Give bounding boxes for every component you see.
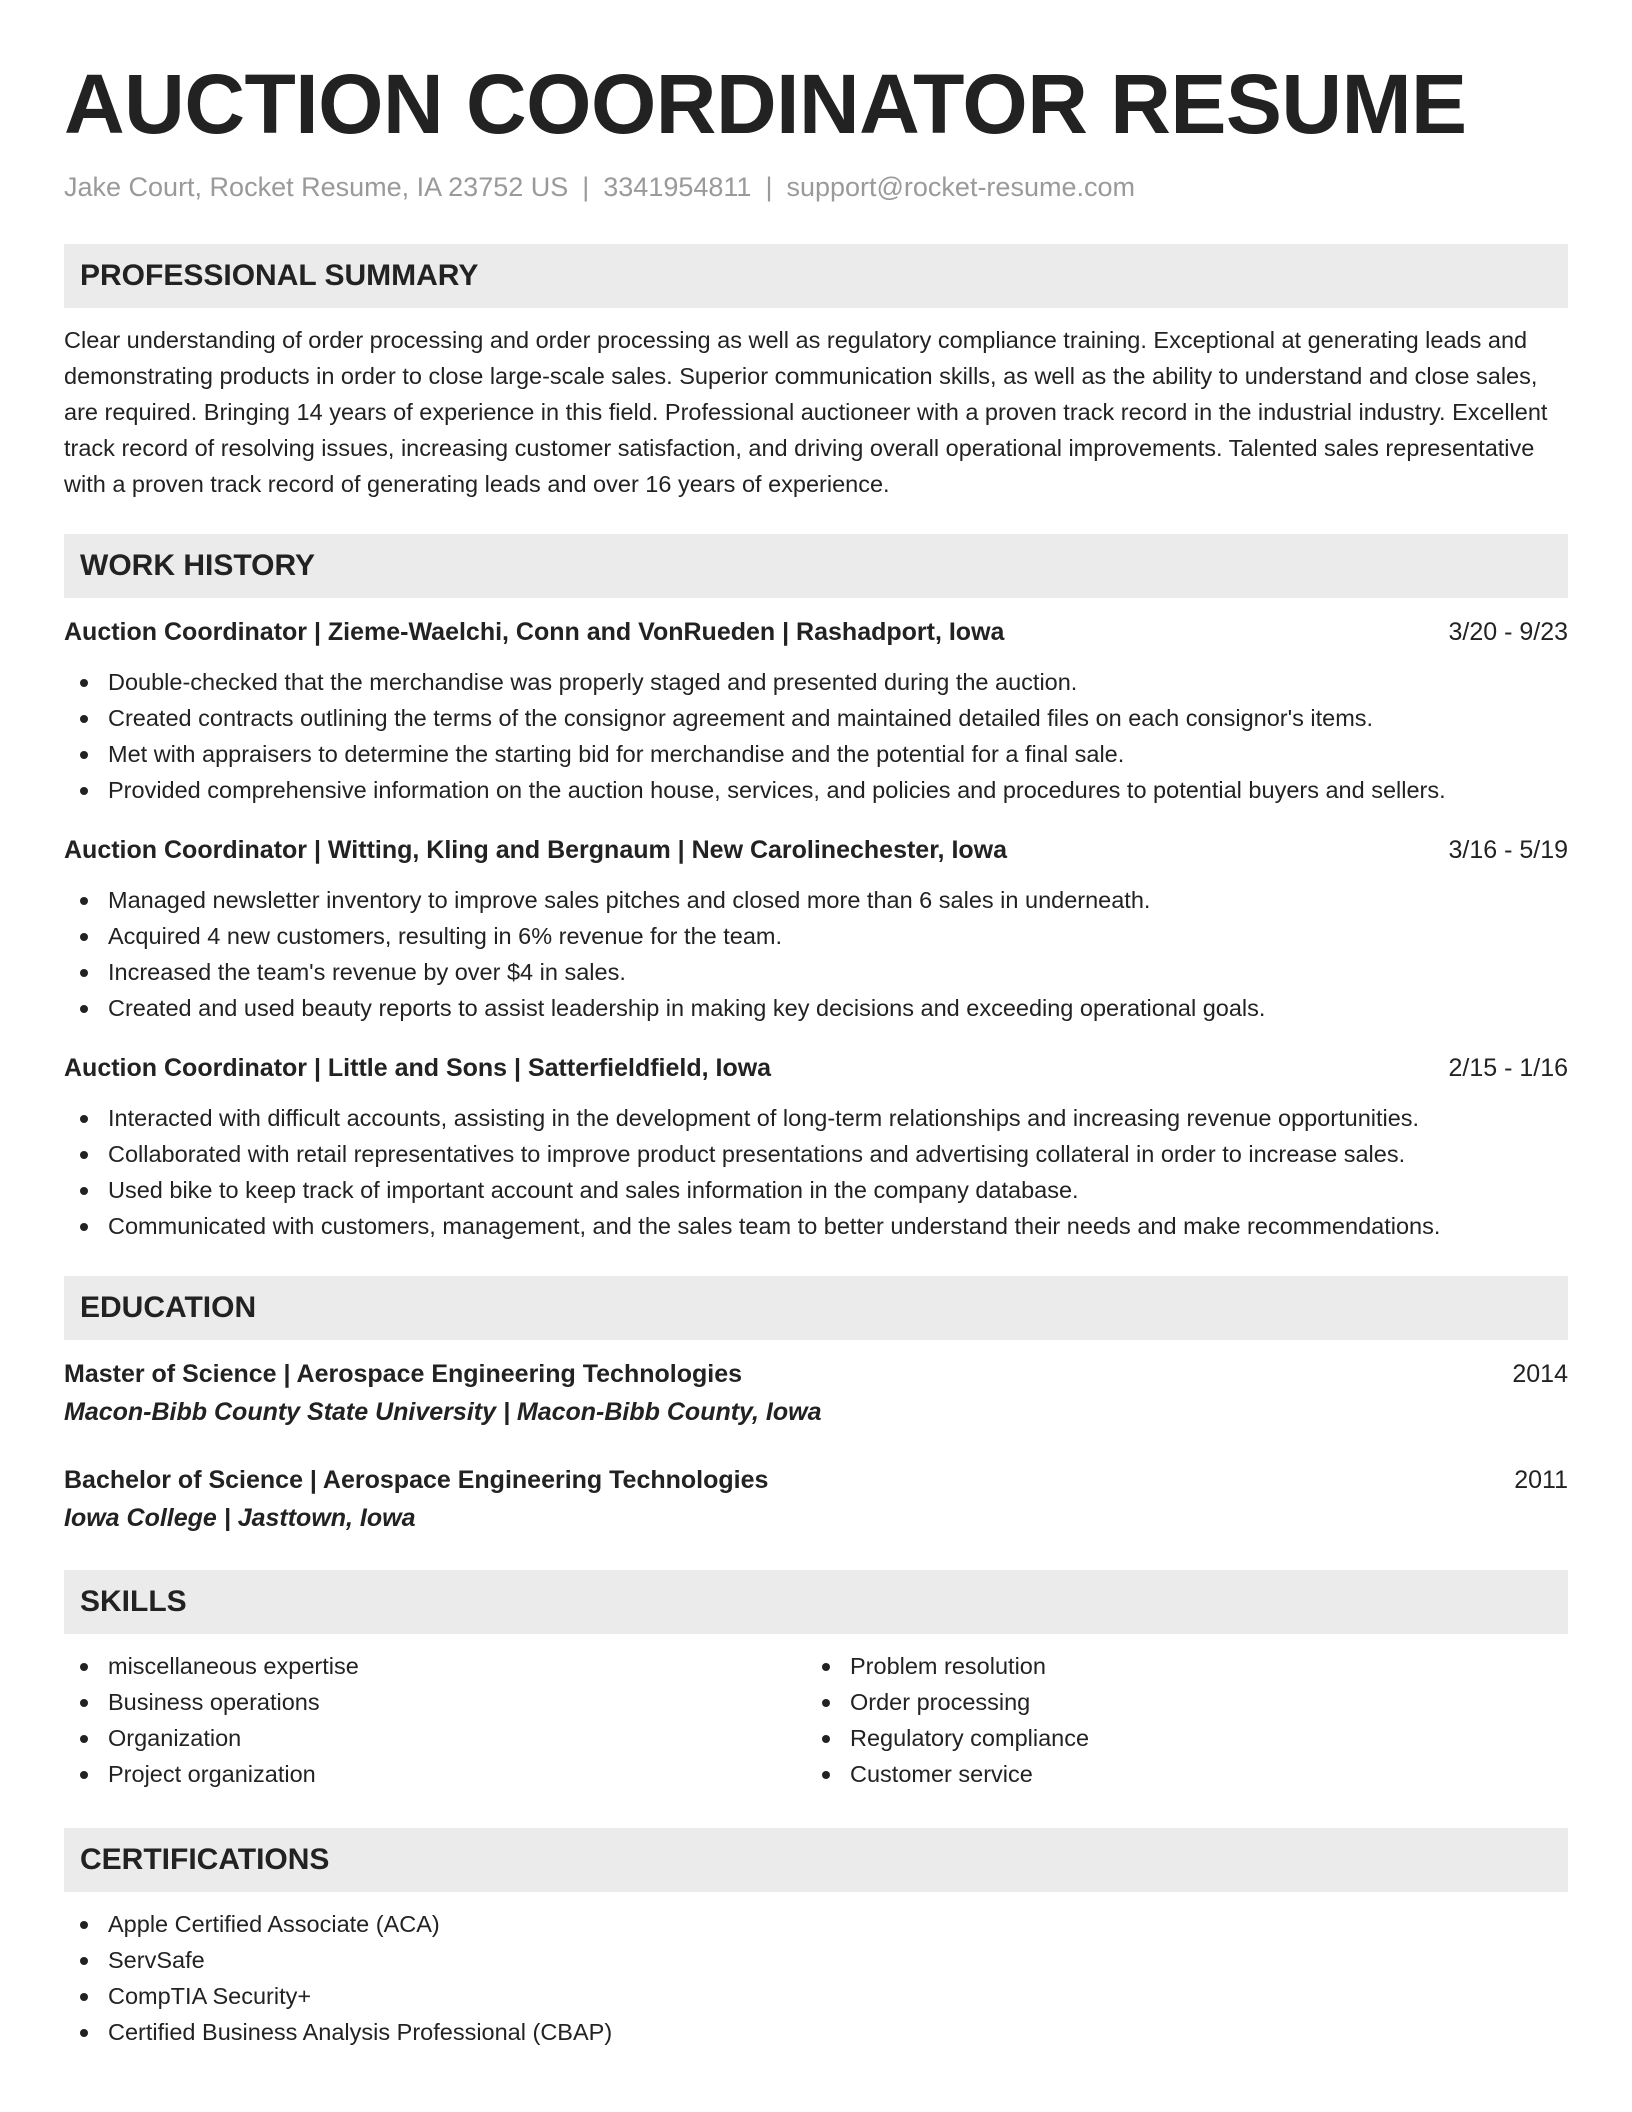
job-title: Auction Coordinator | Zieme-Waelchi, Conn and VonRueden | Rashadport, Iowa bbox=[64, 618, 1005, 646]
list-item: miscellaneous expertise bbox=[64, 1648, 806, 1684]
skills-column-left bbox=[64, 1648, 806, 1792]
contact-phone: 3341954811 bbox=[603, 172, 752, 202]
education-year: 2011 bbox=[1514, 1466, 1568, 1494]
job-title: Auction Coordinator | Little and Sons | Satterfieldfield, Iowa bbox=[64, 1054, 772, 1082]
list-item: Created and used beauty reports to assist leadership in making key decisions and exceeding operational goals. bbox=[64, 990, 1568, 1026]
list-item: Project organization bbox=[64, 1756, 806, 1792]
contact-address: Jake Court, Rocket Resume, IA 23752 US bbox=[64, 172, 569, 202]
list-item: Acquired 4 new customers, resulting in 6% revenue for the team. bbox=[64, 918, 1568, 954]
list-item: Order processing bbox=[806, 1684, 1548, 1720]
job-heading-row bbox=[64, 614, 1568, 650]
section-header-education: EDUCATION bbox=[64, 1276, 1568, 1340]
list-item: Certified Business Analysis Professional (CBAP) bbox=[64, 2014, 1568, 2050]
section-header-summary: PROFESSIONAL SUMMARY bbox=[64, 244, 1568, 308]
job-bullets bbox=[64, 882, 1568, 1026]
list-item: Communicated with customers, management, and the sales team to better understand their needs and make recommendations. bbox=[64, 1208, 1568, 1244]
job-dates: 3/20 - 9/23 bbox=[1448, 618, 1568, 646]
contact-line bbox=[64, 170, 1568, 204]
list-item: Used bike to keep track of important account and sales information in the company database. bbox=[64, 1172, 1568, 1208]
contact-separator: | bbox=[765, 172, 773, 202]
contact-email: support@rocket-resume.com bbox=[786, 172, 1135, 202]
job-title: Auction Coordinator | Witting, Kling and Bergnaum | New Carolinechester, Iowa bbox=[64, 836, 1008, 864]
list-item: Problem resolution bbox=[806, 1648, 1548, 1684]
education-degree: Master of Science | Aerospace Engineering Technologies bbox=[64, 1360, 743, 1388]
contact-separator: | bbox=[582, 172, 590, 202]
education-school: Macon-Bibb County State University | Macon-Bibb County, Iowa bbox=[64, 1398, 822, 1426]
section-header-skills: SKILLS bbox=[64, 1570, 1568, 1634]
education-entry bbox=[64, 1462, 1568, 1538]
list-item: Organization bbox=[64, 1720, 806, 1756]
list-item: Managed newsletter inventory to improve sales pitches and closed more than 6 sales in underneath. bbox=[64, 882, 1568, 918]
skills-grid bbox=[64, 1648, 1568, 1792]
job-bullets bbox=[64, 1100, 1568, 1244]
job-entry bbox=[64, 1050, 1568, 1244]
list-item: Business operations bbox=[64, 1684, 806, 1720]
list-item: Interacted with difficult accounts, assisting in the development of long-term relationships and increasing revenue opportunities. bbox=[64, 1100, 1568, 1136]
list-item: Met with appraisers to determine the starting bid for merchandise and the potential for a final sale. bbox=[64, 736, 1568, 772]
section-header-certifications: CERTIFICATIONS bbox=[64, 1828, 1568, 1892]
job-heading-row bbox=[64, 1050, 1568, 1086]
list-item: Provided comprehensive information on the auction house, services, and policies and procedures to potential buyers and sellers. bbox=[64, 772, 1568, 808]
list-item: Apple Certified Associate (ACA) bbox=[64, 1906, 1568, 1942]
summary-text: Clear understanding of order processing and order processing as well as regulatory compliance training. Exceptional at generating leads and demonstrating products in order to close large-scale sales. Superior communication skills, as well as the ability to understand and close sales, are required. Bringing 14 years of experience in this field. Professional auctioneer with a proven track record in the industrial industry. Excellent track record of resolving issues, increasing customer satisfaction, and driving overall operational improvements. Talented sales representative with a proven track record of generating leads and over 16 years of experience. bbox=[64, 327, 1548, 497]
list-item: Double-checked that the merchandise was properly staged and presented during the auction. bbox=[64, 664, 1568, 700]
education-school: Iowa College | Jasttown, Iowa bbox=[64, 1504, 416, 1532]
job-entry bbox=[64, 832, 1568, 1026]
job-dates: 2/15 - 1/16 bbox=[1448, 1054, 1568, 1082]
job-heading-row bbox=[64, 832, 1568, 868]
education-heading-row bbox=[64, 1356, 1568, 1392]
education-year: 2014 bbox=[1512, 1360, 1568, 1388]
certifications-list bbox=[64, 1906, 1568, 2050]
list-item: Created contracts outlining the terms of the consignor agreement and maintained detailed files on each consignor's items. bbox=[64, 700, 1568, 736]
education-degree: Bachelor of Science | Aerospace Engineering Technologies bbox=[64, 1466, 769, 1494]
resume-title: AUCTION COORDINATOR RESUME bbox=[64, 57, 1467, 151]
section-header-work-history: WORK HISTORY bbox=[64, 534, 1568, 598]
education-heading-row bbox=[64, 1462, 1568, 1498]
list-item: CompTIA Security+ bbox=[64, 1978, 1568, 2014]
job-entry bbox=[64, 614, 1568, 808]
list-item: ServSafe bbox=[64, 1942, 1568, 1978]
education-entry bbox=[64, 1356, 1568, 1432]
skills-column-right bbox=[806, 1648, 1548, 1792]
list-item: Regulatory compliance bbox=[806, 1720, 1548, 1756]
list-item: Customer service bbox=[806, 1756, 1548, 1792]
job-dates: 3/16 - 5/19 bbox=[1448, 836, 1568, 864]
job-bullets bbox=[64, 664, 1568, 808]
list-item: Increased the team's revenue by over $4 in sales. bbox=[64, 954, 1568, 990]
list-item: Collaborated with retail representatives to improve product presentations and advertising collateral in order to increase sales. bbox=[64, 1136, 1568, 1172]
